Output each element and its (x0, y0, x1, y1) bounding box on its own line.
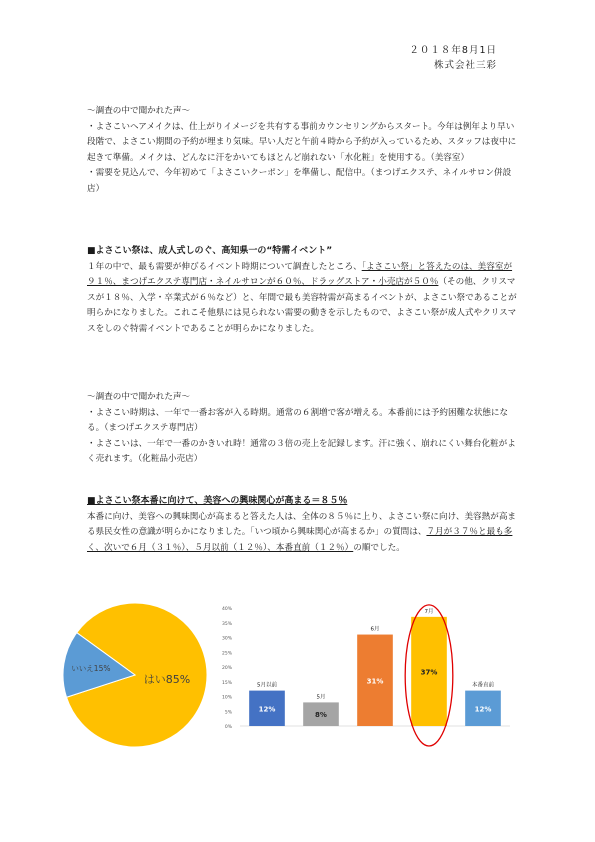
bar-data-label: 31% (366, 677, 384, 686)
paragraph-text: １年の中で、最も需要が伸びるイベント時期について調査したところ、 (87, 261, 362, 272)
y-tick-label: 35% (221, 621, 232, 627)
y-tick-label: 20% (221, 666, 232, 671)
bar-category-label: 本番直前 (471, 682, 495, 689)
bar-data-label: 8% (315, 711, 327, 720)
section-special-event (87, 244, 519, 338)
paragraph-text: 本番に向け、美容への興味関心が高まると答えた人は、全体の８５％に上り、よさこい祭に向け、美容熱が高まる県民女性の意識が明らかになりました。「いつ頃から興味関心が高まるか」の質問は、 (87, 511, 517, 538)
y-tick-label: 30% (221, 636, 232, 642)
section-voices-2 (87, 390, 519, 468)
bar-data-label: 12% (474, 705, 492, 714)
bar-category-label: 5月 (316, 694, 326, 701)
voices-title: 〜調査の中で聞かれた声〜 (87, 106, 191, 116)
section-beauty-interest (87, 494, 519, 556)
y-tick-label: 10% (221, 695, 232, 701)
y-tick-label: 25% (221, 651, 232, 657)
y-tick-label: 40% (221, 607, 232, 612)
section-paragraph (87, 510, 519, 557)
voice-item: ・需要を見込んで、今年初めて「よさこいクーポン」を準備し、配信中。（まつげエクステ、ネイルサロン併設店） (87, 168, 512, 194)
y-tick-label: 15% (221, 680, 232, 686)
paragraph-underlined-text: ７月が３７％と最も多く、次いで６月（３１％）、５月以前（１２％）、本番直前（１２％） (87, 527, 513, 553)
interest-pie-chart (60, 600, 210, 750)
voice-item: ・よさこい時期は、一年で一番お客が入る時期。通常の６割増で客が増える。本番前には予約困難な状態になる。（まつげエクステ専門店） (87, 407, 509, 434)
voice-item: ・よさこいヘアメイクは、仕上がりイメージを共有する事前カウンセリングからスタート。今年は例年より早い段階で、よさこい期間の予約が埋まり気味。早い人だと午前４時から予約が入っているため、スタッフは夜中に起きて準備。メイクは、どんなに汗をかいてもほとんど崩れない「水化粧」を使用する。（美容室） (87, 121, 517, 163)
bar-data-label: 37% (420, 668, 438, 677)
section-heading: ■よさこい祭は、成人式しのぐ、高知県一の“特需イベント” (87, 246, 333, 256)
section-heading: ■よさこい祭本番に向けて、美容への興味関心が高まる＝８５％ (87, 496, 348, 506)
section-paragraph (87, 260, 519, 338)
bar-category-label: 5月以前 (257, 682, 277, 689)
paragraph-text: （その他、クリスマスが１８％、入学・卒業式が６％など）と、年間で最も美容特需が高まるイベントが、よさこい祭であることが明らかになりました。これこそ他県には見られない需要の動きを示したもので、よさこい祭が成人式やクリスマスをしのぐ特需イベントであることが明らかになりました。 (87, 277, 517, 334)
section-voices-1 (87, 104, 519, 198)
pie-slice-label: いいえ15% (71, 664, 111, 674)
pie-slice-label: はい85% (143, 673, 191, 687)
company-name: 株式会社三彩 (433, 60, 497, 71)
voices-title: 〜調査の中で聞かれた声〜 (87, 392, 191, 402)
y-tick-label: 0% (224, 725, 232, 730)
paragraph-text: の順でした。 (353, 542, 405, 553)
interest-timing-bar-chart (220, 596, 520, 756)
y-tick-label: 5% (224, 710, 232, 716)
paragraph-underlined-text: 「よさこい祭」と答えたのは、美容室が９１％、まつげエクステ専門店・ネイルサロンが６０％、ドラッグストア・小売店が５０％ (87, 261, 513, 288)
voice-item: ・よさこいは、一年で一番のかきいれ時！通常の３倍の売上を記録します。汗に強く、崩れにくい舞台化粧がよく売れます。（化粧品小売店） (87, 438, 516, 465)
bar-category-label: 6月 (370, 626, 380, 633)
bar-data-label: 12% (258, 705, 276, 714)
bar-category-label: 7月 (424, 608, 434, 615)
document-date: ２０１８年8月1日 (409, 45, 497, 56)
